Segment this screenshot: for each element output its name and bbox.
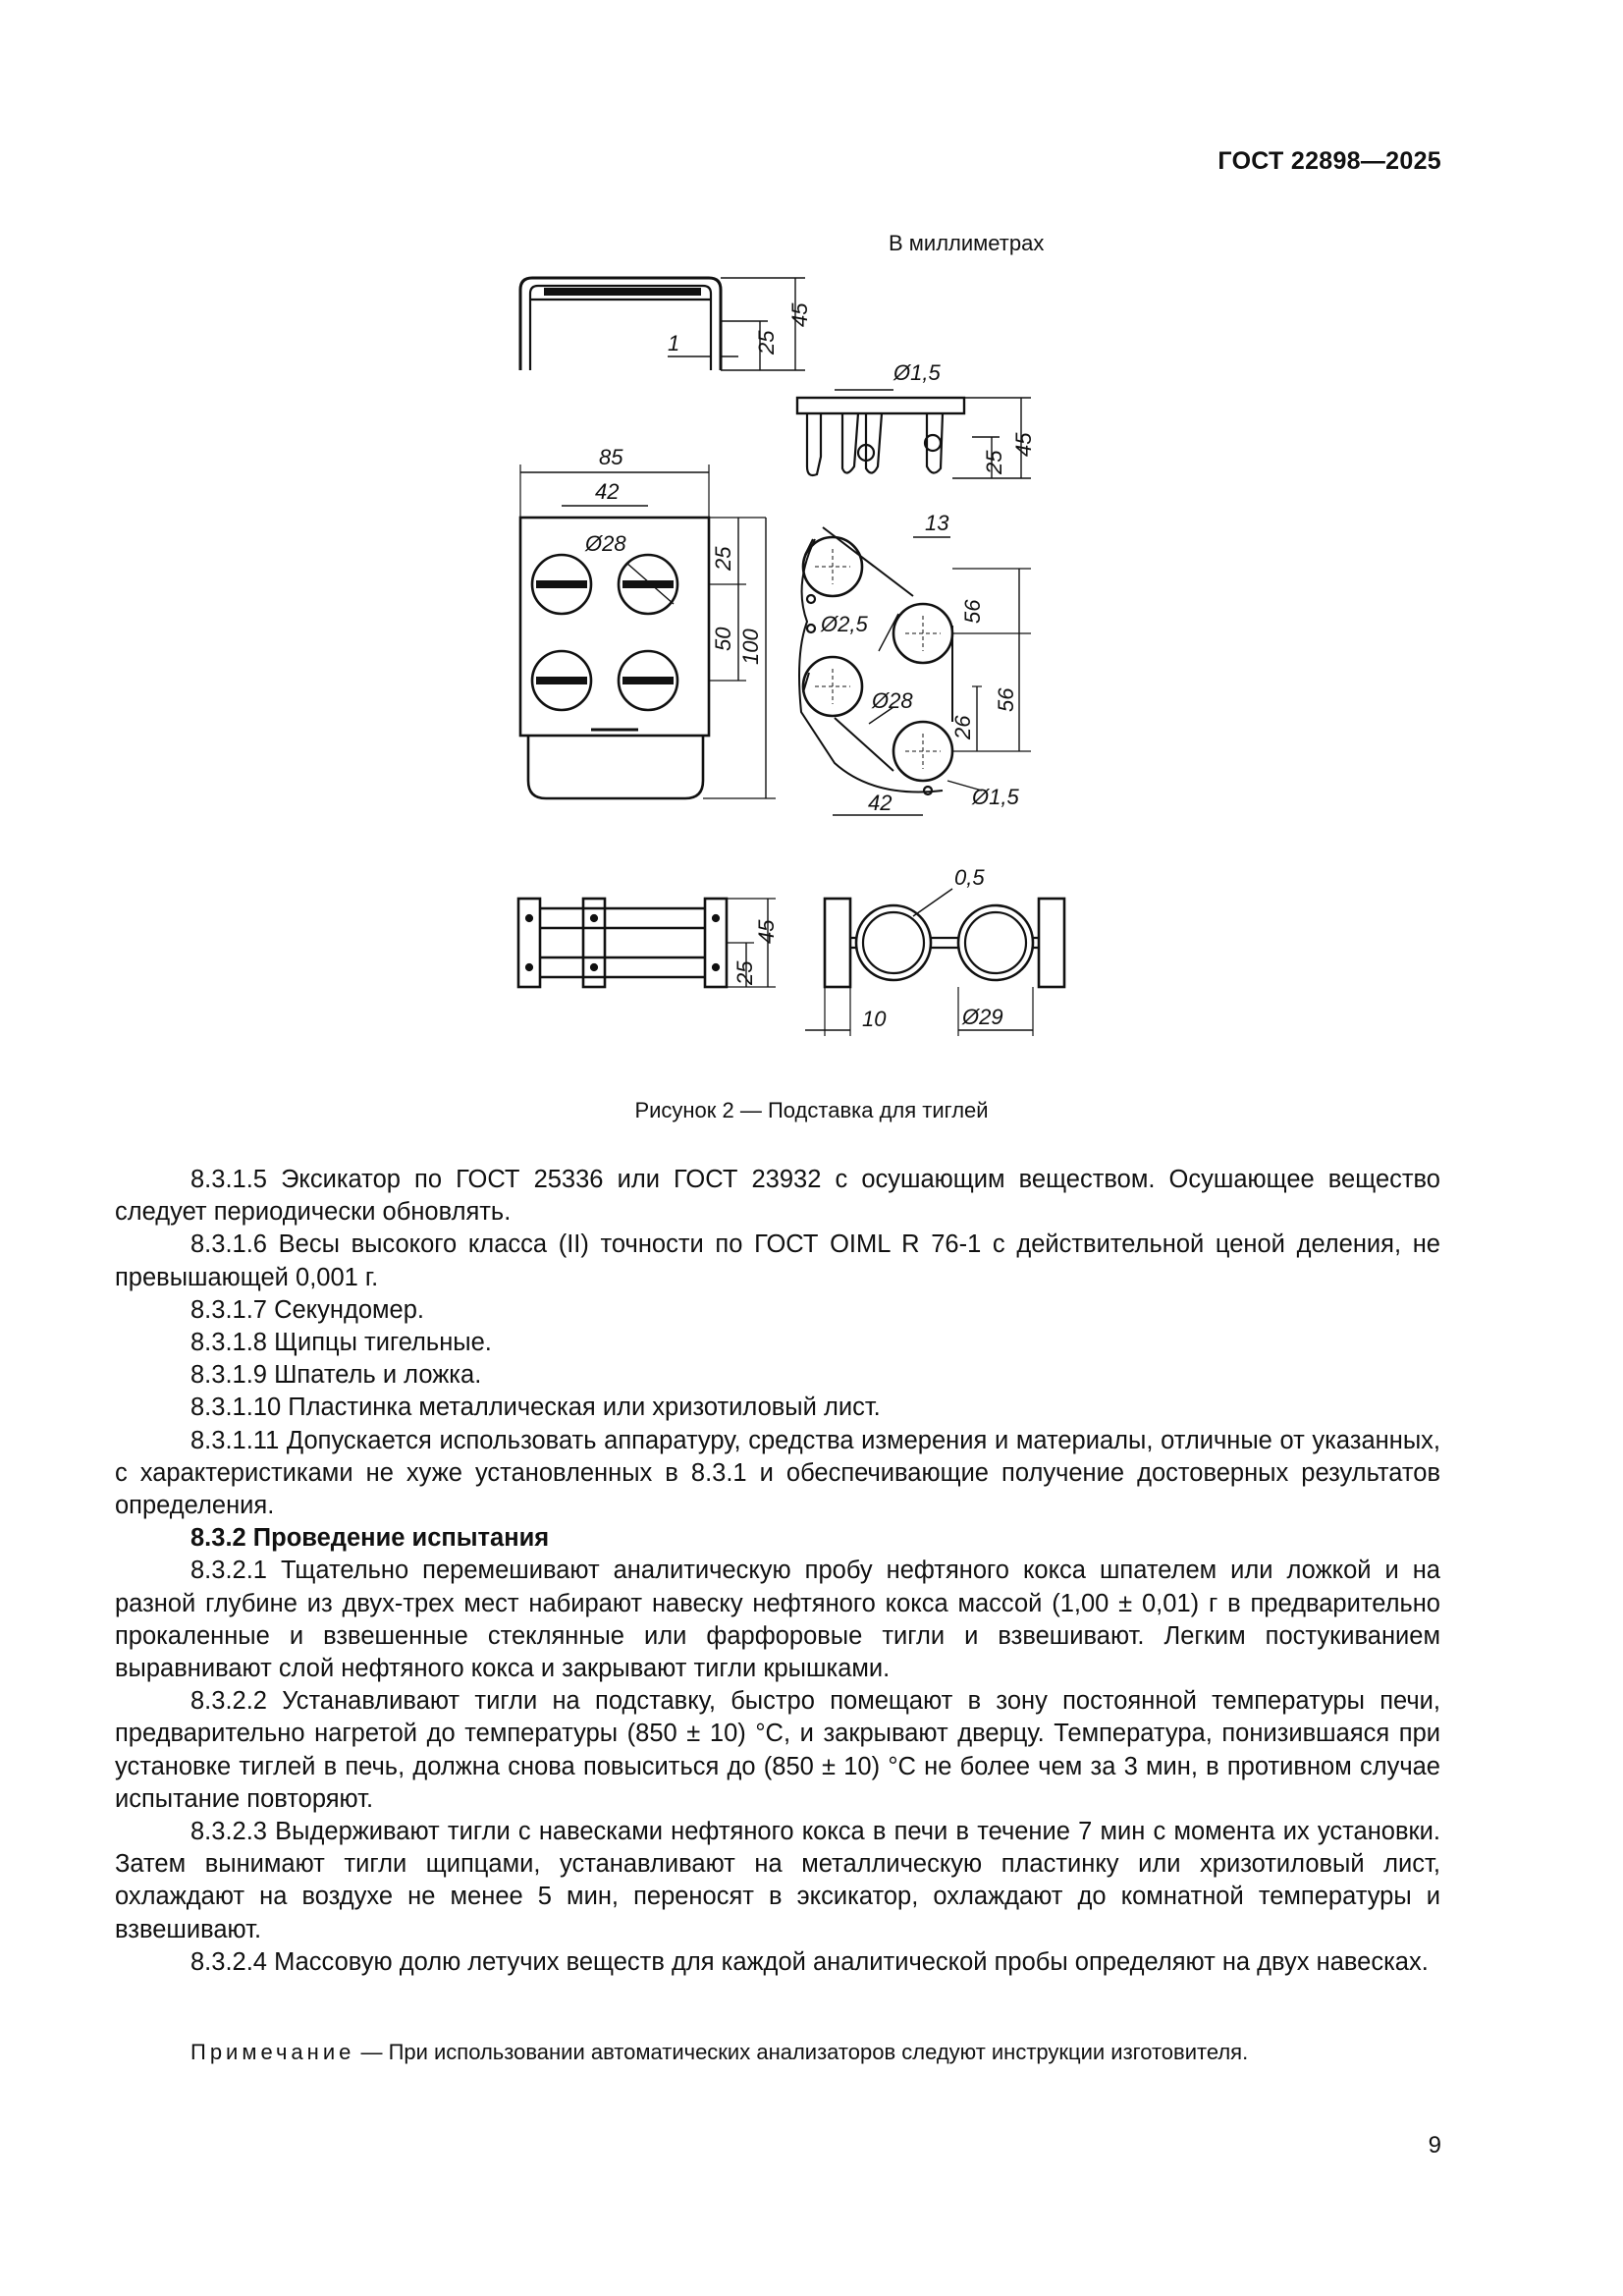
units-label: В миллиметрах [889,231,1045,255]
standard-code: ГОСТ 22898—2025 [1217,147,1441,175]
dim-10: 10 [862,1007,887,1031]
dim-25-top: 25 [754,330,779,355]
paragraph-8-3-1-10: 8.3.1.10 Пластинка металлическая или хризотиловый лист. [190,1394,881,1422]
top-view [520,278,805,370]
paragraph-8-3-2-3: 8.3.2.3 Выдерживают тигли с навесками нефтяного кокса в печи в течение 7 мин с момента их установки. Затем вынимают тигли щипцами, устанавливают на металлическую пластинку или хризотиловый лист, охлаждают на воздухе не менее 5 мин, переносят в эксикатор, охлаждают до комнатной температуры и взвешивают. [115,1818,1440,1943]
dim-0-5: 0,5 [954,865,985,890]
dim-d1-5-side: Ø1,5 [893,360,941,385]
dim-13: 13 [925,511,949,535]
page-number: 9 [1428,2132,1441,2159]
dim-45-front: 45 [754,919,779,944]
dim-25-plan: 25 [711,546,735,571]
paragraph-8-3-1-9: 8.3.1.9 Шпатель и ложка. [190,1361,482,1390]
paragraph-8-3-1-8: 8.3.1.8 Щипцы тигельные. [190,1329,492,1357]
dim-45-side: 45 [1011,432,1036,457]
dim-42-wire: 42 [868,791,893,815]
dim-45-top: 45 [787,302,812,327]
section-heading-8-3-2: 8.3.2 Проведение испытания [190,1524,550,1553]
section-view [805,889,1064,1036]
wire-view [799,527,1031,815]
note-label: Примечание [190,2040,355,2064]
dim-85: 85 [599,445,623,469]
dim-50-plan: 50 [711,627,735,651]
dim-1-top: 1 [668,331,680,355]
note-text: — При использовании автоматических анализаторов следуют инструкции изготовителя. [354,2040,1249,2064]
paragraph-8-3-2-4: 8.3.2.4 Массовую долю летучих веществ для каждой аналитической пробы определяют на двух навесках. [190,1947,1429,1976]
figure-drawing [481,260,1090,1075]
dim-d2-5: Ø2,5 [821,612,868,636]
note [190,2040,1248,2065]
paragraph-8-3-1-6: 8.3.1.6 Весы высокого класса (II) точности по ГОСТ OIML R 76-1 с действительной ценой деления, не превышающей 0,001 г. [115,1230,1440,1291]
dim-d28-plan: Ø28 [585,531,626,556]
dim-42-plan: 42 [595,479,620,504]
paragraph-8-3-1-11: 8.3.1.11 Допускается использовать аппаратуру, средства измерения и материалы, отличные от указанных, с характеристиками не хуже установленных в 8.3.1 и обеспечивающие получение достоверных результатов определения. [115,1426,1440,1520]
paragraph-8-3-2-2: 8.3.2.2 Устанавливают тигли на подставку, быстро помещают в зону постоянной температуры печи, предварительно нагретой до температуры (850 ± 10) °С, и закрывают дверцу. Температура, понизившаяся при установке тиглей в печь, должна снова повыситься до (850 ± 10) °С не более чем за 3 мин, в противном случае испытание повторяют. [115,1687,1440,1813]
body-text [115,1164,1440,1979]
dim-56-a: 56 [960,599,985,624]
dim-d28-wire: Ø28 [872,688,913,713]
plan-view [520,465,776,798]
dim-56-b: 56 [994,687,1018,712]
dim-d1-5-wire: Ø1,5 [972,785,1019,809]
paragraph-8-3-1-7: 8.3.1.7 Секундомер. [190,1295,424,1324]
figure-caption: Рисунок 2 — Подставка для тиглей [634,1098,989,1122]
paragraph-8-3-1-5: 8.3.1.5 Эксикатор по ГОСТ 25336 или ГОСТ 23932 с осушающим веществом. Осушающее вещество следует периодически обновлять. [115,1166,1440,1227]
dim-100-plan: 100 [738,629,763,665]
paragraph-8-3-2-1: 8.3.2.1 Тщательно перемешивают аналитическую пробу нефтяного кокса шпателем или ложкой и на разной глубине из двух-трех мест набирают навеску нефтяного кокса массой (1,00 ± 0,01) г в предварительно прокаленные и взвешенные стеклянные или фарфоровые тигли и взвешивают. Легким постукиванием выравнивают слой нефтяного кокса и закрывают тигли крышками. [115,1557,1440,1683]
dim-25-front: 25 [732,960,757,985]
dim-26: 26 [950,715,975,739]
dim-25-side: 25 [982,450,1006,474]
dim-d29: Ø29 [962,1005,1003,1029]
